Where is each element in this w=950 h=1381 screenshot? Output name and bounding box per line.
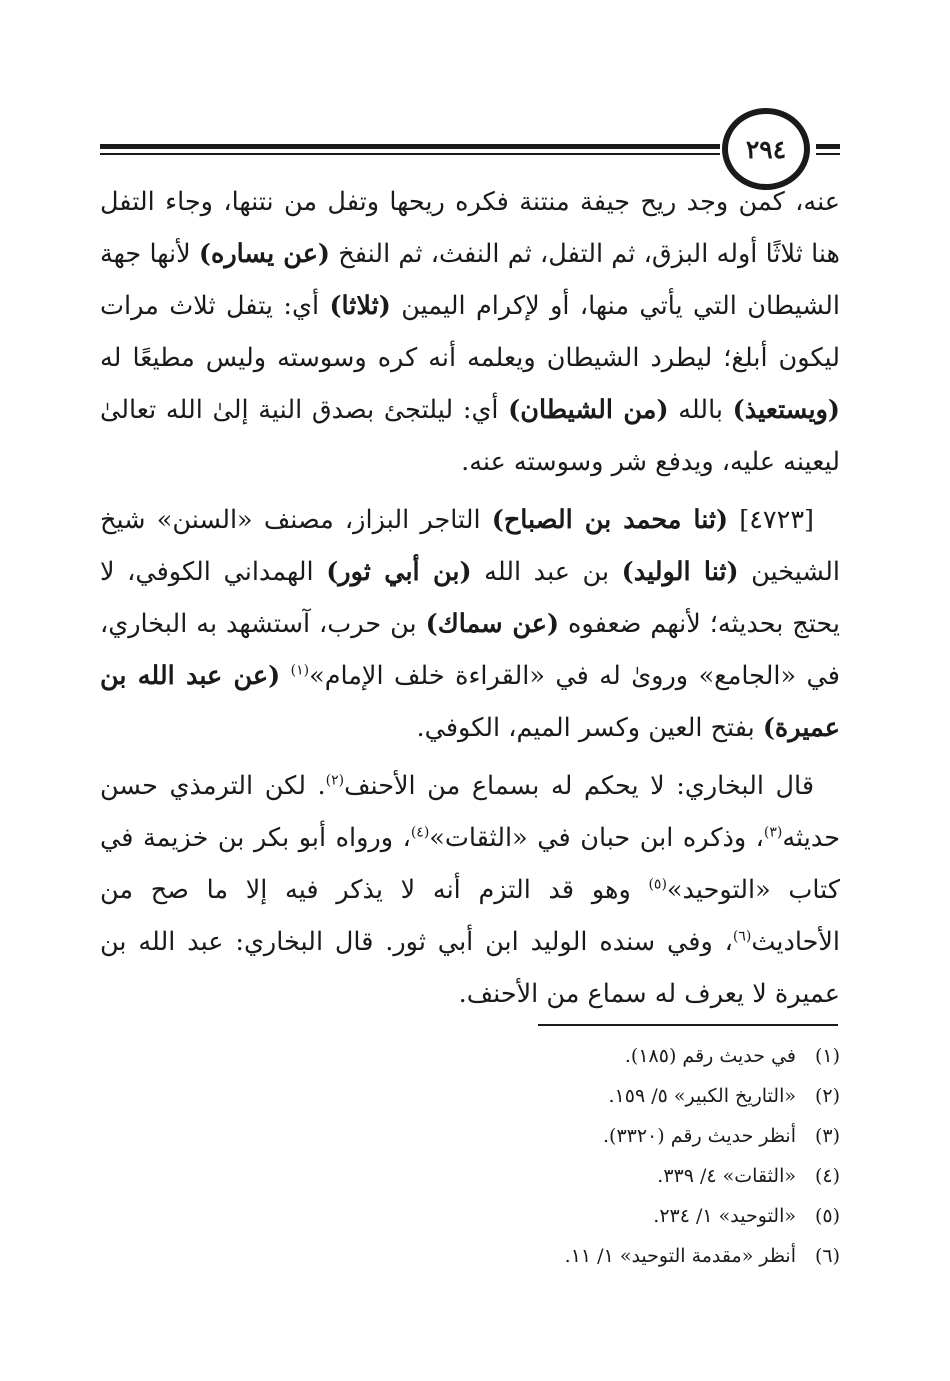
footnote-number: (٣) <box>814 1125 840 1147</box>
header-rule-thin <box>100 153 720 155</box>
commentary-text: عنه، كمن وجد ريح جيفة منتنة فكره ريحها وتفل من نتنها، وجاء التفل هنا ثلاثًا أوله البزق، ثم التفل، ثم النفث، ثم النفخ <box>100 187 840 269</box>
footnote-text: أنظر «مقدمة التوحيد» ١/ ١١. <box>564 1245 796 1267</box>
commentary-text: . لكن الترمذي حسن حديثه <box>100 771 840 853</box>
footnote-text: «الثقات» ٤/ ٣٣٩. <box>657 1165 796 1187</box>
commentary-text: التاجر البزاز، مصنف «السنن» شيخ الشيخين <box>100 505 840 587</box>
footnote-item <box>420 1036 840 1076</box>
commentary-text: ، ورواه أبو بكر بن خزيمة في كتاب «التوحيد» <box>100 823 840 905</box>
main-text <box>100 176 840 1026</box>
footnote-item <box>420 1156 840 1196</box>
footnote-text: «التوحيد» ١/ ٢٣٤. <box>653 1205 796 1227</box>
footnote-text: أنظر حديث رقم (٣٣٢٠). <box>602 1125 796 1147</box>
commentary-text: [٤٧٢٣] <box>728 505 814 535</box>
hadith-text: (بن أبي ثور) <box>326 557 472 587</box>
commentary-text: بالله <box>668 395 733 425</box>
commentary-text: ، وذكره ابن حبان في «الثقات» <box>429 823 764 853</box>
footnote-ref: (٢) <box>325 772 345 789</box>
header-rule-thick-right <box>816 144 840 149</box>
footnote-text: «التاريخ الكبير» ٥/ ١٥٩. <box>608 1085 796 1107</box>
commentary-text: أي: يتفل ثلاث مرات ليكون أبلغ؛ ليطرد الشيطان ويعلمه أنه كره وسوسته وليس مطيعًا له <box>100 291 840 373</box>
paragraph <box>100 176 840 488</box>
commentary-text: بفتح العين وكسر الميم، الكوفي. <box>416 713 763 743</box>
footnote-ref: (١) <box>290 662 310 679</box>
hadith-text: (ثنا الوليد) <box>621 557 739 587</box>
commentary-text: بن عبد الله <box>471 557 622 587</box>
page-number: ٢٩٤ <box>722 108 810 190</box>
commentary-text: ، وفي سنده الوليد ابن أبي ثور. قال البخاري: عبد الله بن عميرة لا يعرف له سماع من الأحنف. <box>100 927 840 1009</box>
commentary-text: لأنها جهة الشيطان التي يأتي منها، أو لإكرام اليمين <box>100 239 840 321</box>
commentary-text: قال البخاري: لا يحكم له بسماع من الأحنف <box>344 771 815 801</box>
hadith-text: (عن عبد الله بن عميرة) <box>100 661 840 743</box>
commentary-text: الهمداني الكوفي، لا يحتج بحديثه؛ لأنهم ضعفوه <box>100 557 840 639</box>
footnote-ref: (٦) <box>732 928 752 945</box>
hadith-text: (من الشيطان) <box>508 395 669 425</box>
footnote-number: (١) <box>814 1045 840 1067</box>
footnotes <box>420 1036 840 1276</box>
footnote-item <box>420 1196 840 1236</box>
footnote-number: (٥) <box>814 1205 840 1227</box>
commentary-text: وهو قد التزم أنه لا يذكر فيه إلا ما صح من الأحاديث <box>100 875 840 957</box>
commentary-text <box>280 661 290 691</box>
hadith-text: (ويستعيذ) <box>732 395 840 425</box>
commentary-text: بن حرب، آستشهد به البخاري، في «الجامع» وروىٰ له في «القراءة خلف الإمام» <box>100 609 840 691</box>
paragraph <box>100 494 840 754</box>
hadith-text: (عن سماك) <box>425 609 560 639</box>
footnote-text: في حديث رقم (١٨٥). <box>624 1045 796 1067</box>
footnote-number: (٤) <box>814 1165 840 1187</box>
hadith-text: (ثنا محمد بن الصباح) <box>491 505 729 535</box>
footnote-item <box>420 1116 840 1156</box>
footnote-separator <box>538 1024 838 1026</box>
footnote-item <box>420 1076 840 1116</box>
paragraph <box>100 760 840 1020</box>
footnote-number: (٢) <box>814 1085 840 1107</box>
header-rule-thin-right <box>816 153 840 155</box>
footnote-item <box>420 1236 840 1276</box>
commentary-text: أي: ليلتجئ بصدق النية إلىٰ الله تعالىٰ ليعينه عليه، ويدفع شر وسوسته عنه. <box>100 395 840 477</box>
header-rule-thick <box>100 144 720 149</box>
footnote-number: (٦) <box>814 1245 840 1267</box>
footnote-ref: (٥) <box>648 876 667 893</box>
footnote-ref: (٤) <box>410 824 430 841</box>
hadith-text: (ثلاثا) <box>329 291 391 321</box>
hadith-text: (عن يساره) <box>198 239 330 269</box>
footnote-ref: (٣) <box>763 824 783 841</box>
